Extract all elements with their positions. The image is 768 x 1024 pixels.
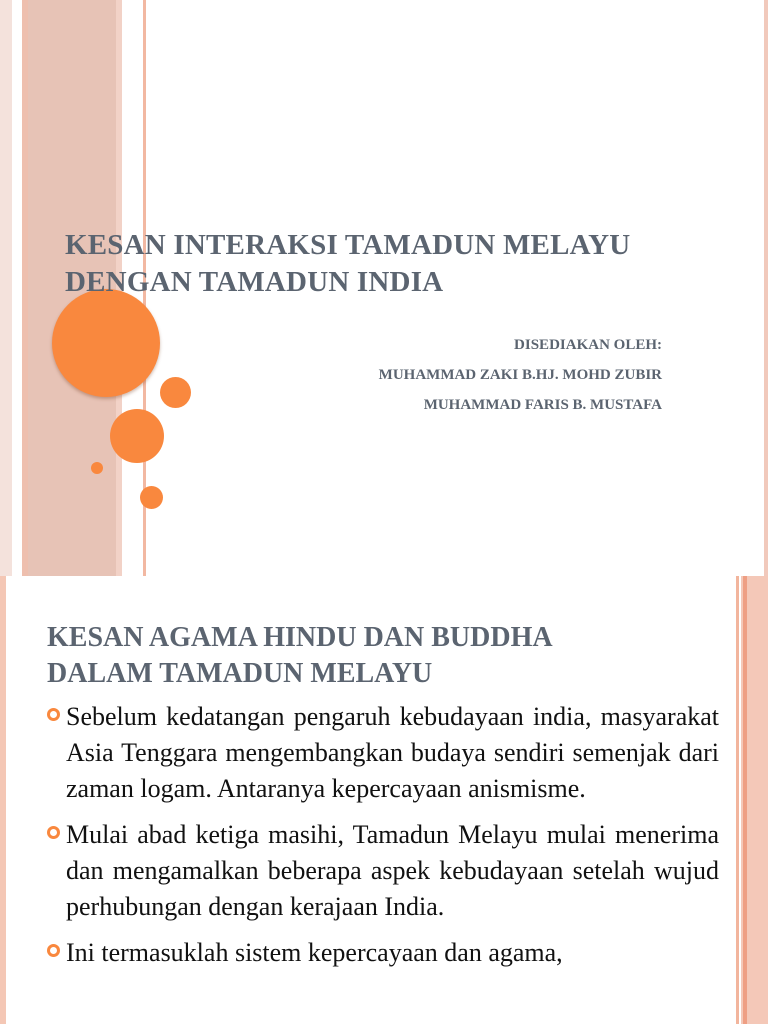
decorative-band [743, 576, 747, 1024]
content-slide [0, 576, 768, 1024]
author-name: MUHAMMAD ZAKI B.HJ. MOHD ZUBIR [378, 367, 662, 383]
slide-title-line: DENGAN TAMADUN INDIA [65, 266, 444, 298]
decorative-circle [91, 462, 103, 474]
bullet-text: Sebelum kedatangan pengaruh kebudayaan india, masyarakat Asia Tenggara mengembangkan budaya sendiri semenjak dari zaman logam. Antaranya kepercayaan anismisme. [66, 702, 719, 803]
slide-title-line: DALAM TAMADUN MELAYU [47, 658, 433, 689]
decorative-band [0, 576, 6, 1024]
bullet-item [47, 935, 719, 971]
author-name: MUHAMMAD FARIS B. MUSTAFA [423, 397, 662, 413]
ring-bullet-icon [47, 944, 60, 957]
decorative-line [764, 0, 768, 576]
decorative-circle [160, 377, 191, 408]
ring-bullet-icon [47, 826, 60, 839]
bullet-item [47, 817, 719, 925]
slide-title [47, 620, 727, 692]
slide-title-line: KESAN INTERAKSI TAMADUN MELAYU [65, 229, 631, 261]
ring-bullet-icon [47, 708, 60, 721]
bullet-text: Ini termasuklah sistem kepercayaan dan agama, [66, 938, 563, 967]
credits [379, 330, 662, 420]
slide-title-line: KESAN AGAMA HINDU DAN BUDDHA [47, 622, 553, 653]
decorative-circle [52, 289, 160, 397]
bullet-list [47, 699, 719, 981]
decorative-circle [110, 409, 164, 463]
slide-title [65, 227, 725, 301]
credits-heading: DISEDIAKAN OLEH: [514, 337, 662, 353]
decorative-line [736, 576, 739, 1024]
decorative-circle [140, 486, 163, 509]
bullet-item [47, 699, 719, 807]
bullet-text: Mulai abad ketiga masihi, Tamadun Melayu mulai menerima dan mengamalkan beberapa aspek kebudayaan setelah wujud perhubungan dengan kerajaan India. [66, 820, 719, 921]
decorative-band [0, 0, 12, 576]
